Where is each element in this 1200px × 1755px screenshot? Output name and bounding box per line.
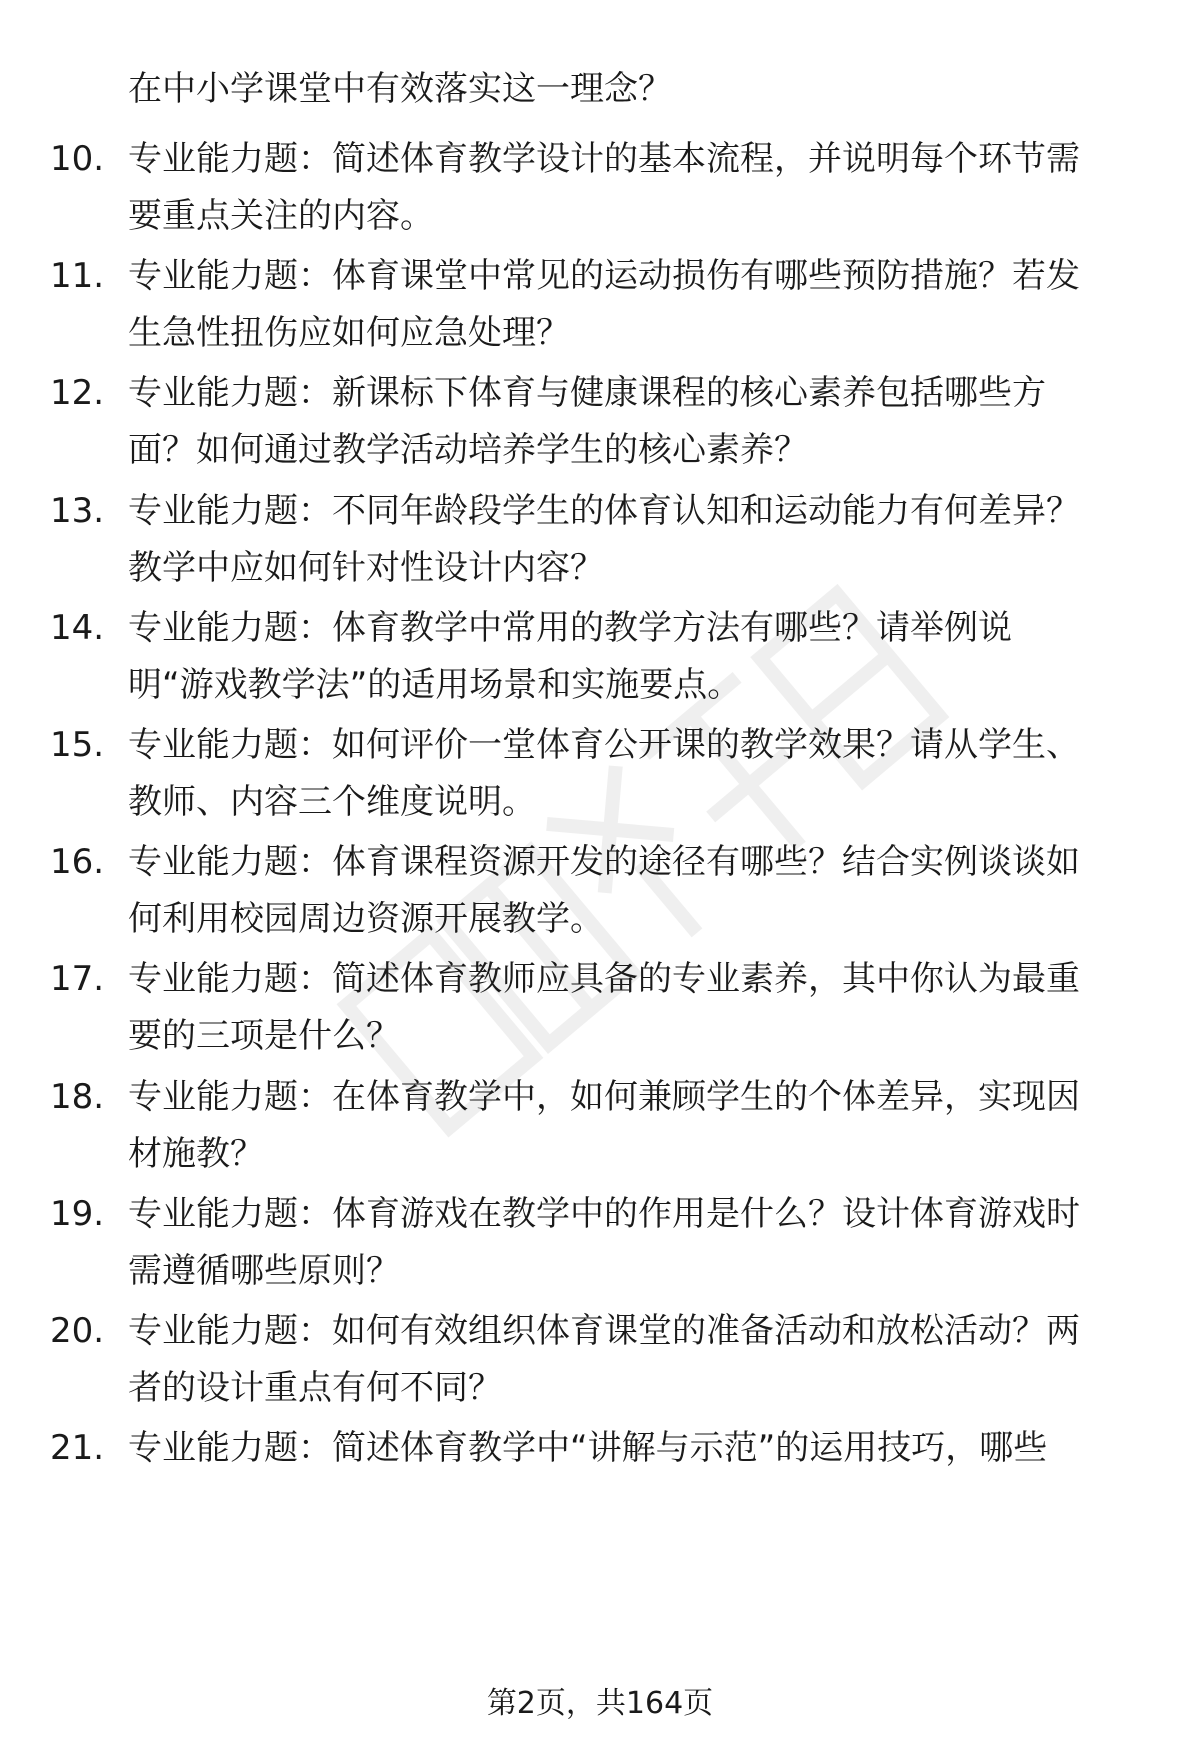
question-number: 18. (50, 1077, 105, 1117)
list-item (50, 366, 1160, 476)
question-text-line: 需遵循哪些原则？ (128, 1251, 400, 1291)
question-number: 10. (50, 139, 105, 179)
list-item (50, 1187, 1160, 1297)
list-item (50, 1421, 1160, 1531)
question-text-line: 专业能力题：简述体育教学中“讲解与示范”的运用技巧，哪些 (128, 1428, 1048, 1468)
question-number: 11. (50, 256, 105, 296)
question-text-line: 专业能力题：不同年龄段学生的体育认知和运动能力有何差异？ (128, 491, 1080, 531)
question-text-line: 生急性扭伤应如何应急处理？ (128, 313, 570, 353)
question-text-line: 专业能力题：如何有效组织体育课堂的准备活动和放松活动？两 (128, 1311, 1080, 1351)
question-number: 15. (50, 725, 105, 765)
question-text-line: 者的设计重点有何不同？ (128, 1368, 502, 1408)
continued-question-text: 在中小学课堂中有效落实这一理念？ (128, 69, 672, 109)
list-item (50, 601, 1160, 711)
question-text-line: 要重点关注的内容。 (128, 196, 434, 236)
question-number: 14. (50, 608, 105, 648)
question-number: 17. (50, 959, 105, 999)
question-text-line: 面？如何通过教学活动培养学生的核心素养？ (128, 430, 808, 470)
question-number: 12. (50, 373, 105, 413)
question-text-line: 专业能力题：在体育教学中，如何兼顾学生的个体差异，实现因 (128, 1077, 1080, 1117)
question-text-line: 专业能力题：体育教学中常用的教学方法有哪些？请举例说 (128, 608, 1012, 648)
question-number: 21. (50, 1428, 105, 1468)
question-text-line: 专业能力题：体育游戏在教学中的作用是什么？设计体育游戏时 (128, 1194, 1080, 1234)
question-number: 20. (50, 1311, 105, 1351)
question-text-line: 明“游戏教学法”的适用场景和实施要点。 (128, 665, 742, 705)
page-footer: 第2页，共164页 (486, 1686, 714, 1721)
question-text-line: 专业能力题：体育课程资源开发的途径有哪些？结合实例谈谈如 (128, 842, 1080, 882)
question-number: 16. (50, 842, 105, 882)
question-text-line: 专业能力题：简述体育教学设计的基本流程，并说明每个环节需 (128, 139, 1080, 179)
question-text-line: 材施教？ (128, 1134, 264, 1174)
question-text-line: 要的三项是什么？ (128, 1016, 400, 1056)
list-item (50, 718, 1160, 828)
list-item (50, 952, 1160, 1062)
question-number: 13. (50, 491, 105, 531)
question-number: 19. (50, 1194, 105, 1234)
question-text-line: 专业能力题：简述体育教师应具备的专业素养，其中你认为最重 (128, 959, 1080, 999)
list-item (50, 249, 1160, 359)
question-text-line: 专业能力题：体育课堂中常见的运动损伤有哪些预防措施？若发 (128, 256, 1080, 296)
question-text-line: 专业能力题：新课标下体育与健康课程的核心素养包括哪些方 (128, 373, 1046, 413)
list-item (50, 132, 1160, 242)
list-item (50, 1304, 1160, 1414)
list-item (50, 835, 1160, 945)
question-text-line: 教师、内容三个维度说明。 (128, 782, 536, 822)
list-item (50, 484, 1160, 594)
question-text-line: 教学中应如何针对性设计内容？ (128, 548, 604, 588)
list-item (50, 1070, 1160, 1180)
question-text-line: 何利用校园周边资源开展教学。 (128, 899, 604, 939)
question-text-line: 专业能力题：如何评价一堂体育公开课的教学效果？请从学生、 (128, 725, 1080, 765)
